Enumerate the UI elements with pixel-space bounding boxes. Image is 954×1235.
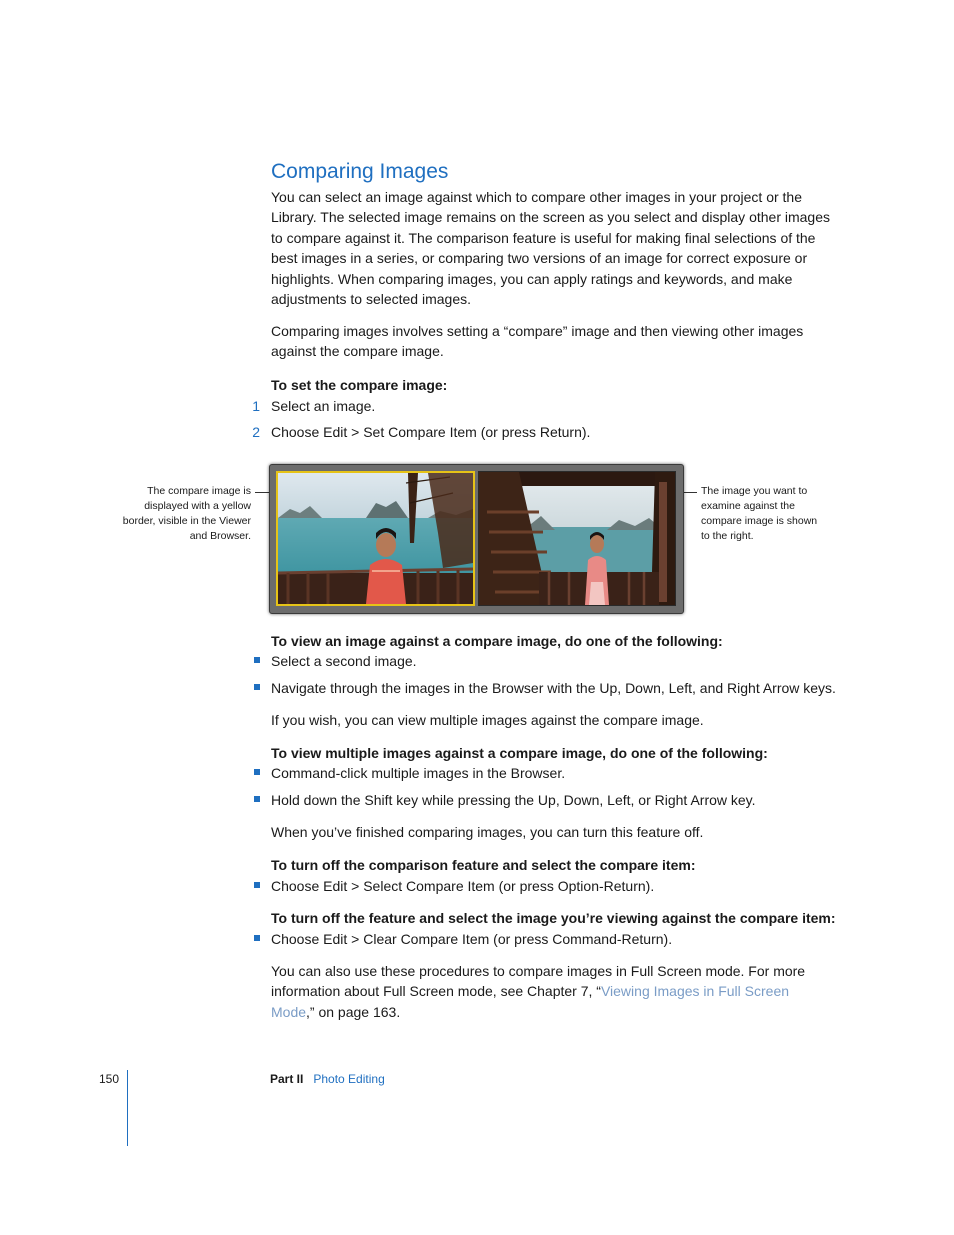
turn-off-viewing-heading: To turn off the feature and select the image you’re viewing against the compare item: [271, 910, 836, 926]
full-screen-mode-link[interactable]: Viewing Images in Full Screen Mode [271, 983, 790, 1020]
bullet-icon [254, 882, 260, 888]
view-one-heading: To view an image against a compare image, do one of the following: [271, 633, 723, 649]
step-text: Choose Edit > Set Compare Item (or press Return). [271, 424, 591, 440]
examined-photo [479, 472, 675, 605]
list-item: Navigate through the images in the Browser with the Up, Down, Left, and Right Arrow keys. [271, 680, 836, 696]
bullet-icon [254, 935, 260, 941]
step-number: 1 [252, 398, 260, 414]
bullet-icon [254, 657, 260, 663]
multiple-note-paragraph: If you wish, you can view multiple images against the compare image. [271, 712, 704, 728]
fullscreen-text: You can also use these procedures to compare images in Full Screen mode. For more information about Full Screen mode, see Chapter 7, “ [271, 963, 806, 1000]
list-item: Choose Edit > Clear Compare Item (or press Command-Return). [271, 931, 673, 947]
bullet-icon [254, 769, 260, 775]
fullscreen-paragraph [271, 961, 831, 1022]
bullet-icon [254, 684, 260, 690]
bullet-icon [254, 796, 260, 802]
footer-section-link[interactable]: Photo Editing [313, 1072, 385, 1086]
footer-part [270, 1072, 385, 1086]
list-item: Command-click multiple images in the Browser. [271, 765, 566, 781]
footer-divider [127, 1070, 128, 1146]
step-text: Select an image. [271, 398, 376, 414]
finished-note-paragraph: When you’ve finished comparing images, you can turn this feature off. [271, 824, 704, 840]
list-item: Choose Edit > Select Compare Item (or press Option-Return). [271, 878, 655, 894]
intro-paragraph: You can select an image against which to compare other images in your project or the Library. The selected image remains on the screen as you select and display other images to compare against it. The comparison feature is useful for making final selections of the best images in a series, or comparing two versions of an image for correct exposure or highlights. When comparing images, you can apply ratings and keywords, and make adjustments to selected images. [271, 189, 831, 308]
compare-photo [278, 473, 473, 604]
turn-off-select-heading: To turn off the comparison feature and select the compare item: [271, 857, 696, 873]
callout-examine-image: The image you want to examine against the compare image is shown to the right. [701, 485, 818, 542]
list-item: Select a second image. [271, 653, 417, 669]
view-multiple-heading: To view multiple images against a compare image, do one of the following: [271, 745, 768, 761]
list-item: Hold down the Shift key while pressing the Up, Down, Left, or Right Arrow key. [271, 792, 756, 808]
footer-part-label: Part II [270, 1072, 304, 1086]
examined-image-thumbnail [478, 471, 676, 606]
step-number: 2 [252, 424, 260, 440]
callout-compare-image: The compare image is displayed with a yellow border, visible in the Viewer and Browser. [122, 485, 251, 542]
compare-image-thumbnail [276, 471, 475, 606]
compare-screenshot [269, 464, 684, 614]
section-title: Comparing Images [271, 160, 449, 183]
page-number: 150 [99, 1072, 120, 1086]
setting-paragraph: Comparing images involves setting a “compare” image and then viewing other images against the compare image. [271, 323, 804, 360]
set-compare-heading: To set the compare image: [271, 377, 448, 393]
fullscreen-text-end: ,” on page 163. [306, 1003, 401, 1020]
